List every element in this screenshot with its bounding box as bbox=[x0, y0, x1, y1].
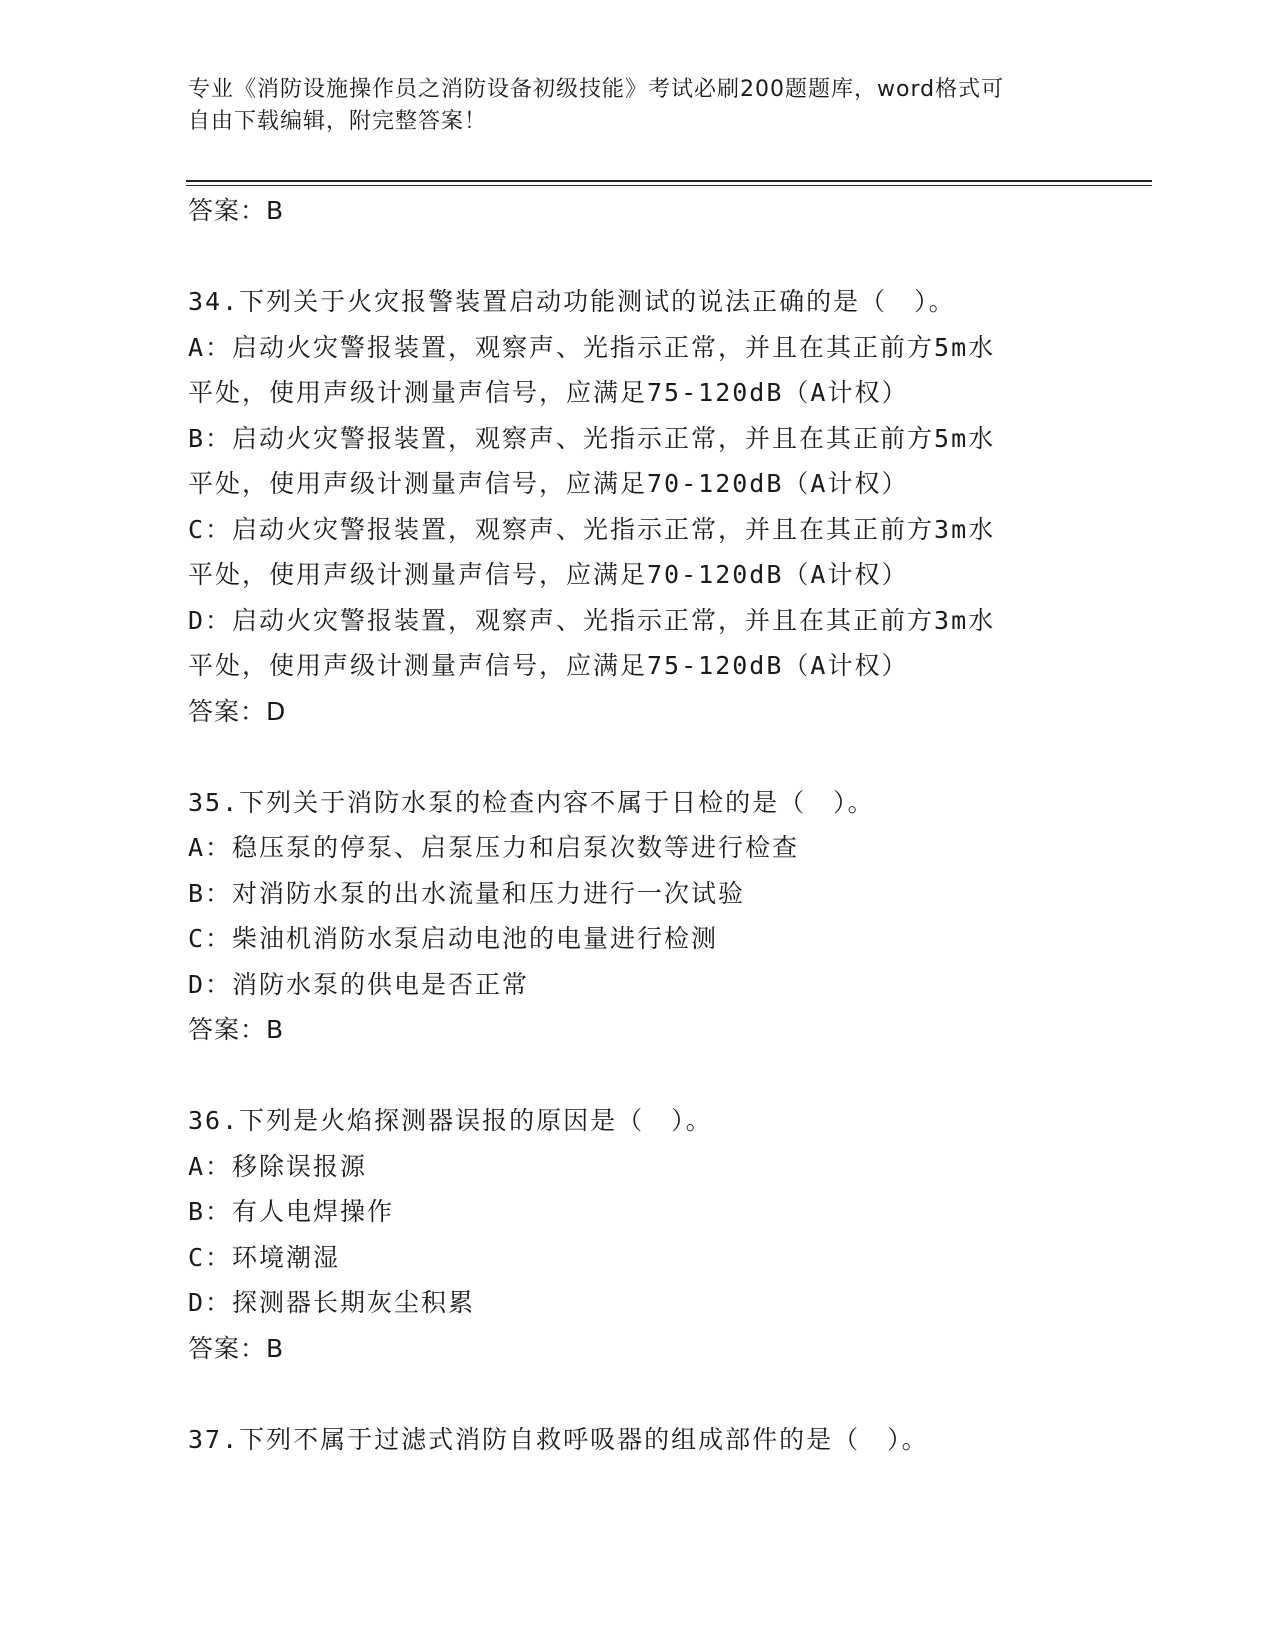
option-line: D：启动火灾警报装置，观察声、光指示正常，并且在其正前方3m水 bbox=[188, 605, 996, 635]
option-line: A：移除误报源 bbox=[188, 1151, 368, 1181]
option-line: C：柴油机消防水泵启动电池的电量进行检测 bbox=[188, 924, 719, 953]
answer-line: 答案：B bbox=[188, 196, 285, 225]
option-line: B：有人电焊操作 bbox=[188, 1197, 395, 1226]
header-line-2: 自由下载编辑，附完整答案！ bbox=[188, 109, 488, 134]
spacer bbox=[188, 734, 1088, 780]
header-divider-thin bbox=[186, 185, 1152, 186]
answer-line: 答案：B bbox=[188, 1015, 285, 1044]
document-header bbox=[188, 74, 1068, 138]
option-line: 平处，使用声级计测量声信号，应满足70-120dB（A计权） bbox=[188, 560, 909, 589]
spacer bbox=[188, 1371, 1088, 1417]
option-line: D：探测器长期灰尘积累 bbox=[188, 1288, 476, 1317]
option-line: A：稳压泵的停泵、启泵压力和启泵次数等进行检查 bbox=[188, 833, 800, 862]
header-line-1: 专业《消防设施操作员之消防设备初级技能》考试必刷200题题库，word格式可 bbox=[188, 77, 1005, 102]
option-line: B：启动火灾警报装置，观察声、光指示正常，并且在其正前方5m水 bbox=[188, 423, 996, 453]
option-line: C：启动火灾警报装置，观察声、光指示正常，并且在其正前方3m水 bbox=[188, 514, 996, 544]
question-stem: 37.下列不属于过滤式消防自救呼吸器的组成部件的是（ ）。 bbox=[188, 1424, 929, 1454]
option-line: C：环境潮湿 bbox=[188, 1242, 341, 1272]
question-34 bbox=[188, 279, 1088, 734]
option-line: B：对消防水泵的出水流量和压力进行一次试验 bbox=[188, 878, 746, 908]
spacer bbox=[188, 1053, 1088, 1099]
question-content bbox=[188, 188, 1088, 1462]
question-36 bbox=[188, 1098, 1088, 1371]
header-divider-thick bbox=[186, 180, 1152, 182]
option-line: 平处，使用声级计测量声信号，应满足75-120dB（A计权） bbox=[188, 651, 909, 680]
question-stem: 36.下列是火焰探测器误报的原因是（ ）。 bbox=[188, 1106, 713, 1135]
question-stem: 34.下列关于火灾报警装置启动功能测试的说法正确的是（ ）。 bbox=[188, 287, 956, 316]
option-line: 平处，使用声级计测量声信号，应满足75-120dB（A计权） bbox=[188, 378, 909, 407]
answer-line: 答案：D bbox=[188, 696, 287, 726]
question-35 bbox=[188, 780, 1088, 1053]
option-line: 平处，使用声级计测量声信号，应满足70-120dB（A计权） bbox=[188, 469, 909, 498]
question-stem: 35.下列关于消防水泵的检查内容不属于日检的是（ ）。 bbox=[188, 787, 875, 817]
answer-line: 答案：B bbox=[188, 1333, 285, 1363]
option-line: A：启动火灾警报装置，观察声、光指示正常，并且在其正前方5m水 bbox=[188, 332, 996, 362]
option-line: D：消防水泵的供电是否正常 bbox=[188, 969, 530, 999]
question-37 bbox=[188, 1417, 1088, 1463]
spacer bbox=[188, 234, 1088, 280]
